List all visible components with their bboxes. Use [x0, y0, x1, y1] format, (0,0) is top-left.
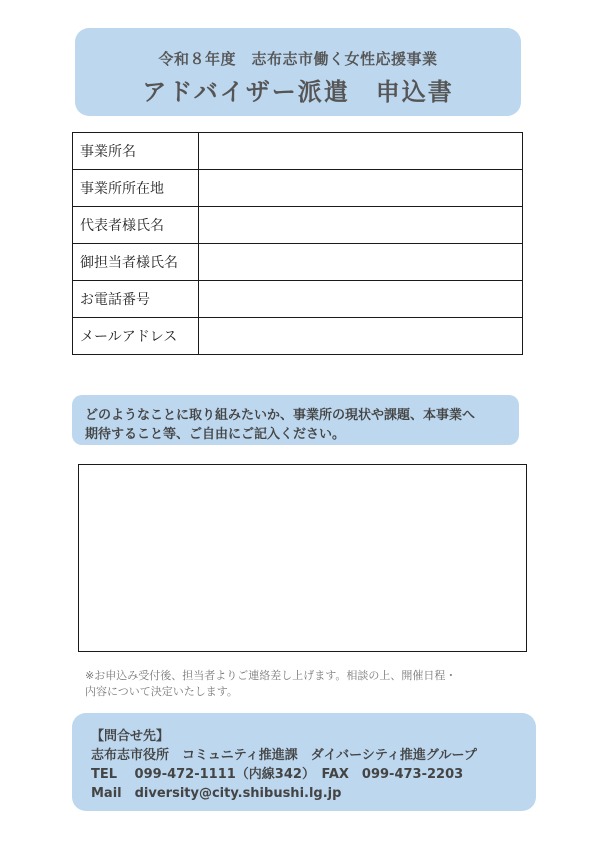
contact-office: 志布志市役所 コミュニティ推進課 ダイバーシティ推進グループ [91, 748, 477, 763]
header-banner [75, 28, 521, 116]
representative-name-label: 代表者様氏名 [73, 207, 199, 244]
form-row-address [73, 170, 523, 207]
email-label: メールアドレス [73, 318, 199, 355]
contact-mail: Mail diversity@city.shibushi.lg.jp [91, 786, 342, 801]
contact-person-field[interactable] [199, 244, 523, 281]
company-address-label: 事業所所在地 [73, 170, 199, 207]
phone-label: お電話番号 [73, 281, 199, 318]
form-row-phone [73, 281, 523, 318]
header-subtitle: 令和８年度 志布志市働く女性応援事業 [158, 50, 438, 68]
contact-tel-fax: TEL 099-472-1111（内線342） FAX 099-473-2203 [91, 767, 464, 782]
form-row-company [73, 133, 523, 170]
page-title: アドバイザー派遣 申込書 [142, 78, 454, 106]
email-field[interactable] [199, 318, 523, 355]
instructions-banner [72, 395, 519, 445]
contact-heading: 【問合せ先】 [91, 729, 170, 744]
contact-person-label: 御担当者様氏名 [73, 244, 199, 281]
form-row-contact-person [73, 244, 523, 281]
contact-info-box [72, 713, 536, 811]
form-row-representative [73, 207, 523, 244]
note-line-1: ※お申込み受付後、担当者よりご連絡差し上げます。相談の上、開催日程・ [85, 669, 457, 682]
note-line-2: 内容について決定いたします。 [85, 685, 238, 698]
free-text-area[interactable] [78, 464, 527, 652]
company-address-field[interactable] [199, 170, 523, 207]
company-name-label: 事業所名 [73, 133, 199, 170]
instructions-line-2: 期待すること等、ご自由にご記入ください。 [85, 427, 346, 442]
phone-field[interactable] [199, 281, 523, 318]
representative-name-field[interactable] [199, 207, 523, 244]
form-row-email [73, 318, 523, 355]
company-name-field[interactable] [199, 133, 523, 170]
application-form-table [72, 132, 523, 355]
instructions-line-1: どのようなことに取り組みたいか、事業所の現状や課題、本事業へ [85, 408, 476, 423]
